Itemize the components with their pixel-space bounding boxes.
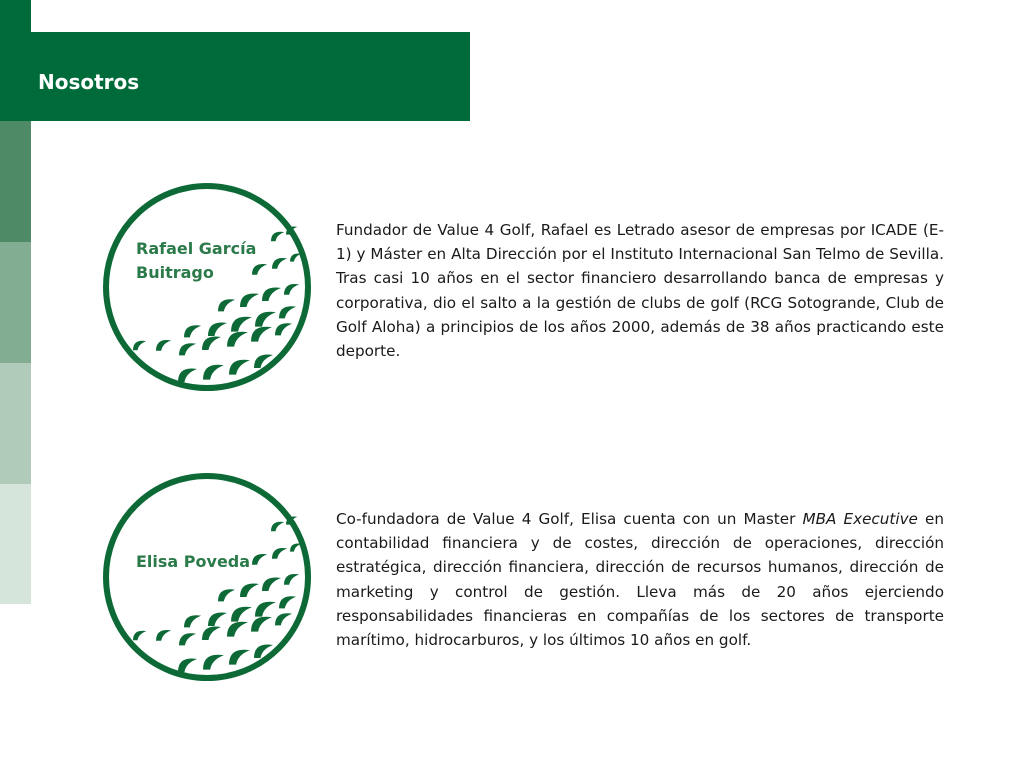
golf-ball-dimple [231,317,252,332]
golf-ball-outline [106,476,308,678]
page-title: Nosotros [38,70,140,94]
golf-ball-dimple [179,633,196,645]
golf-ball-dimple [133,631,146,640]
golf-ball-dimple [203,655,224,670]
bio-emphasis: MBA Executive [802,510,918,528]
golf-ball-icon [100,470,314,684]
golf-ball-dimple [156,630,171,641]
bio-text-part: en contabilidad financiera y de costes, dirección de operaciones, dirección estratégica, dirección financiera, dirección de recursos humanos, dirección de marketing y control de gestión. Lleva más de 20 años ejerciendo responsabilidades financieras en compañías de los sectores de transporte marítimo, hidrocarburos, y los últimos 10 años en golf. [336,510,944,650]
golf-ball-dimple [272,258,287,269]
golf-ball-dimple [227,332,248,347]
person-bio-rafael: Fundador de Value 4 Golf, Rafael es Letrado asesor de empresas por ICADE (E-1) y Máster en Alta Dirección por el Instituto Internacional San Telmo de Sevilla. Tras casi 10 años en el sector financiero desarrollando banca de empresas y corporativa, dio el salto a la gestión de clubs de golf (RCG Sotogrande, Club de Golf Aloha) a principios de los años 2000, además de 38 años practicando este deporte. [336,221,944,361]
golf-ball-dimple [133,341,146,350]
golf-ball-dimple [229,650,250,665]
side-bar-5 [0,484,31,604]
side-bar-4 [0,363,31,484]
golf-ball-graphic [100,180,314,394]
golf-ball-dimple [271,522,284,531]
golf-ball-dimple [203,365,224,380]
golf-ball-outline [106,186,308,388]
golf-ball-dimple [227,622,248,637]
golf-ball-dimple [255,312,276,327]
golf-ball-icon [100,180,314,394]
golf-ball-dimple [284,284,299,295]
golf-ball-dimple [279,596,296,608]
person-name-elisa: Elisa Poveda [136,552,251,571]
golf-ball-dimple [184,325,201,337]
golf-ball-dimple [178,659,197,672]
golf-ball-dimple [240,584,259,597]
golf-ball-dimple [251,617,272,632]
person-name-rafael: Rafael García Buitrago [136,239,257,282]
golf-ball-graphic [100,470,314,684]
golf-ball-dimple [284,574,299,585]
golf-ball-dimple [240,294,259,307]
golf-ball-dimple [178,369,197,382]
golf-ball-dimple [272,548,287,559]
golf-ball-dimple [275,323,292,335]
golf-ball-dimple [202,337,221,350]
golf-ball-dimple [262,288,281,301]
side-bar-2 [0,121,31,242]
golf-ball-dimple [218,299,235,311]
golf-ball-dimple [208,323,227,336]
golf-ball-dimple [202,627,221,640]
golf-ball-dimple [262,578,281,591]
golf-ball-dimple [251,327,272,342]
side-bar-3 [0,242,31,363]
golf-ball-dimple [156,340,171,351]
golf-ball-dimple [271,232,284,241]
golf-ball-dimple [184,615,201,627]
golf-ball-dimple [229,360,250,375]
golf-ball-dimple [208,613,227,626]
golf-ball-dimple [275,613,292,625]
golf-ball-dimple [231,607,252,622]
golf-ball-dimple [255,602,276,617]
person-bio-elisa [336,507,944,652]
golf-ball-dimple [279,306,296,318]
golf-ball-dimple [252,554,267,565]
bio-text-part: Co-fundadora de Value 4 Golf, Elisa cuenta con un Master [336,510,803,528]
golf-ball-dimple [218,589,235,601]
golf-ball-dimple [179,343,196,355]
